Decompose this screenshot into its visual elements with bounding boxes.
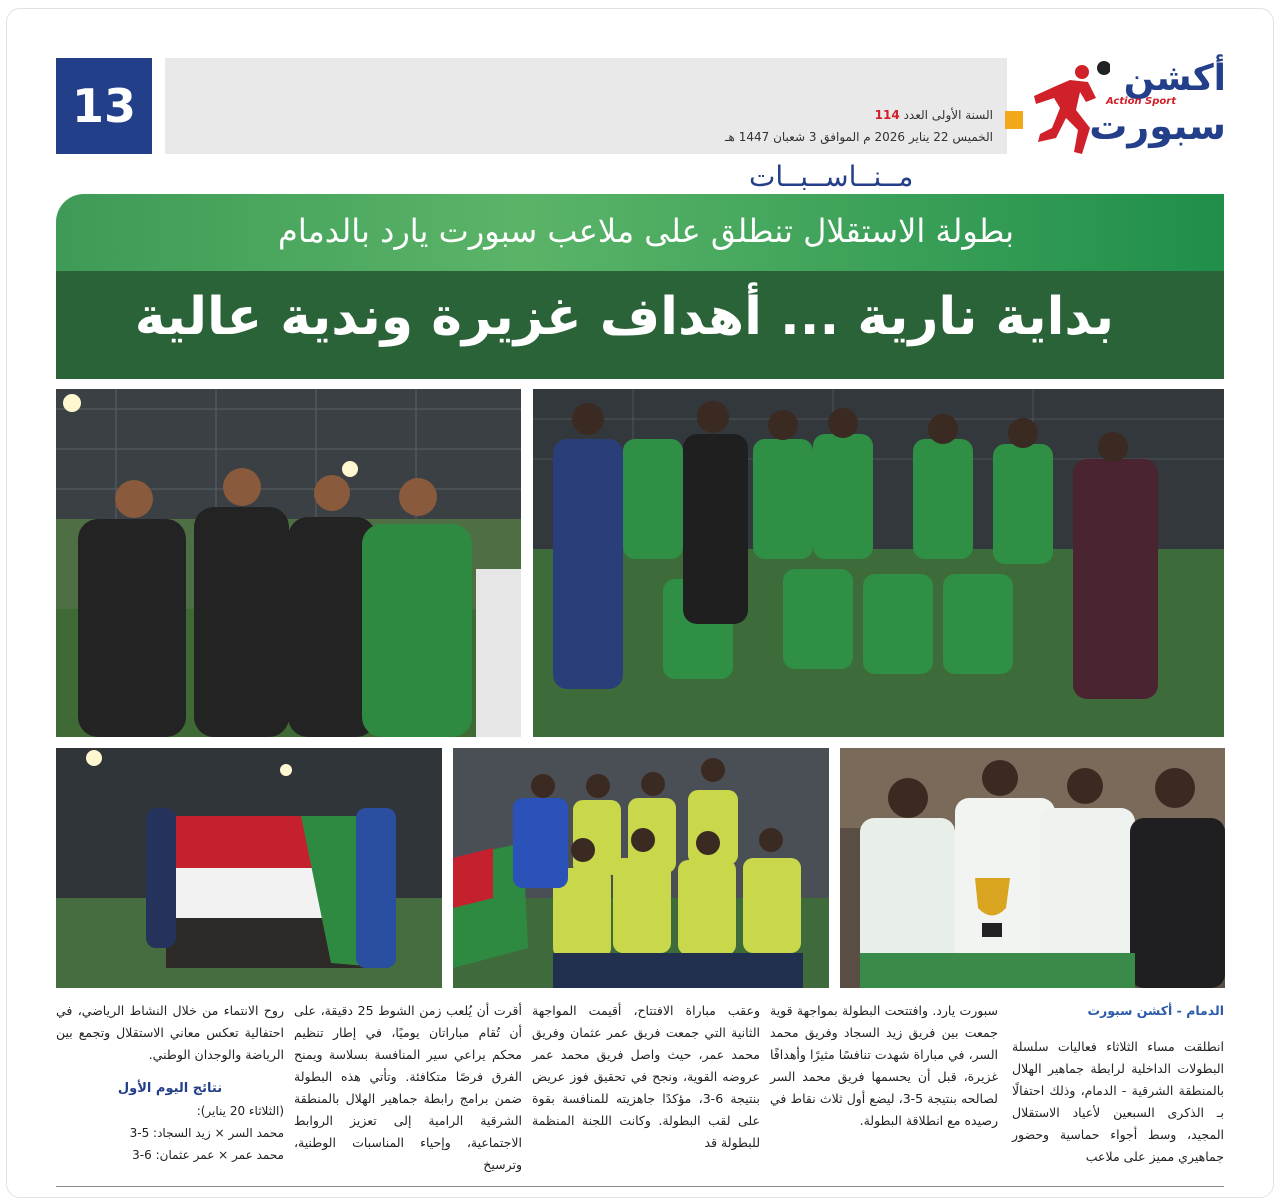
article-column-3 xyxy=(532,1000,760,1154)
logo-arabic-top: أكشن xyxy=(1123,58,1226,99)
page-header-bar xyxy=(165,58,1007,193)
article-paragraph: انطلقت مساء الثلاثاء فعاليات سلسلة البطولات الداخلية لرابطة جماهير الهلال بالمنطقة الشرقية - الدمام، وذلك احتفالًا بـ الذكرى السبعين لأعياد الاستقلال المجيد، وسط أجواء حماسية وحضور جماهيري مميز على ملاعب xyxy=(1012,1039,1224,1164)
article-paragraph: سبورت يارد. وافتتحت البطولة بمواجهة قوية جمعت بين فريق زيد السجاد وفريق محمد السر، في مباراة شهدت تنافسًا مثيرًا وأهدافًا غزيرة، قبل أن يحسمها فريق محمد السر لصالحه بنتيجة 5-3، ليضع أول ثلاث نقاط في رصيده مع انطلاقة البطولة. xyxy=(770,1003,998,1128)
article-byline: الدمام - أكشن سبورت xyxy=(1087,1003,1224,1018)
page-number: 13 xyxy=(56,58,152,154)
kicker-text: بطولة الاستقلال تنطلق على ملاعب سبورت يارد بالدمام xyxy=(278,212,1014,250)
issue-number: 114 xyxy=(874,108,900,122)
issue-prefix: السنة الأولى العدد xyxy=(903,108,993,122)
result-row: محمد عمر × عمر عثمان: 6-3 xyxy=(132,1148,284,1162)
footer-rule xyxy=(56,1186,1224,1187)
article-column-2 xyxy=(770,1000,998,1132)
article-paragraph: روح الانتماء من خلال النشاط الرياضي، في احتفالية تعكس معاني الاستقلال وتجمع بين الرياضة والوجدان الوطني. xyxy=(56,1003,284,1062)
issue-date: الخميس 22 يناير 2026 م الموافق 3 شعبان 1447 هـ xyxy=(725,130,993,144)
headline: بداية نارية ... أهداف غزيرة وندية عالية xyxy=(134,287,1114,347)
headline-banner xyxy=(56,271,1224,379)
photo-trophy xyxy=(840,748,1225,988)
section-marker-icon xyxy=(1005,111,1023,129)
logo-english: Action Sport xyxy=(1106,96,1176,107)
results-date: (الثلاثاء 20 يناير): xyxy=(196,1104,284,1118)
article-paragraph: وعقب مباراة الافتتاح، أقيمت المواجهة الثانية التي جمعت فريق عمر عثمان وفريق محمد عمر، حيث واصل فريق محمد عمر عروضه القوية، ونجح في تحقيق فوز عريض بنتيجة 6-3، مؤكدًا جاهزيته للمنافسة بقوة على لقب البطولة. وكانت اللجنة المنظمة للبطولة قد xyxy=(532,1003,760,1150)
photo-team-green xyxy=(533,389,1224,737)
article-column-4 xyxy=(294,1000,522,1176)
logo-arabic-bottom: سبورت xyxy=(1089,104,1226,148)
publication-logo xyxy=(1030,58,1226,158)
results-title: نتائج اليوم الأول xyxy=(117,1081,223,1096)
section-title: مــنــاســبــات xyxy=(749,160,914,193)
article-column-1 xyxy=(1012,1000,1224,1168)
article-paragraph: أقرت أن يُلعب زمن الشوط 25 دقيقة، على أن تُقام مباراتان يوميًا، في إطار تنظيم محكم يراعي سير المنافسة بسلاسة ويمنح الفرق فرصًا متكافئة. وتأتي هذه البطولة ضمن برامج رابطة جماهير الهلال بالمنطقة الشرقية الرامية إلى تعزيز الروابط الاجتماعية، وإحياء المناسبات الوطنية، وترسيخ xyxy=(294,1003,522,1172)
photo-team-yellow xyxy=(453,748,829,988)
photo-flag xyxy=(56,748,442,988)
kicker-banner xyxy=(56,194,1224,271)
article-column-5 xyxy=(56,1000,284,1166)
result-row: محمد السر × زيد السجاد: 5-3 xyxy=(129,1126,284,1140)
issue-info xyxy=(875,108,993,122)
photo-officials xyxy=(56,389,521,737)
